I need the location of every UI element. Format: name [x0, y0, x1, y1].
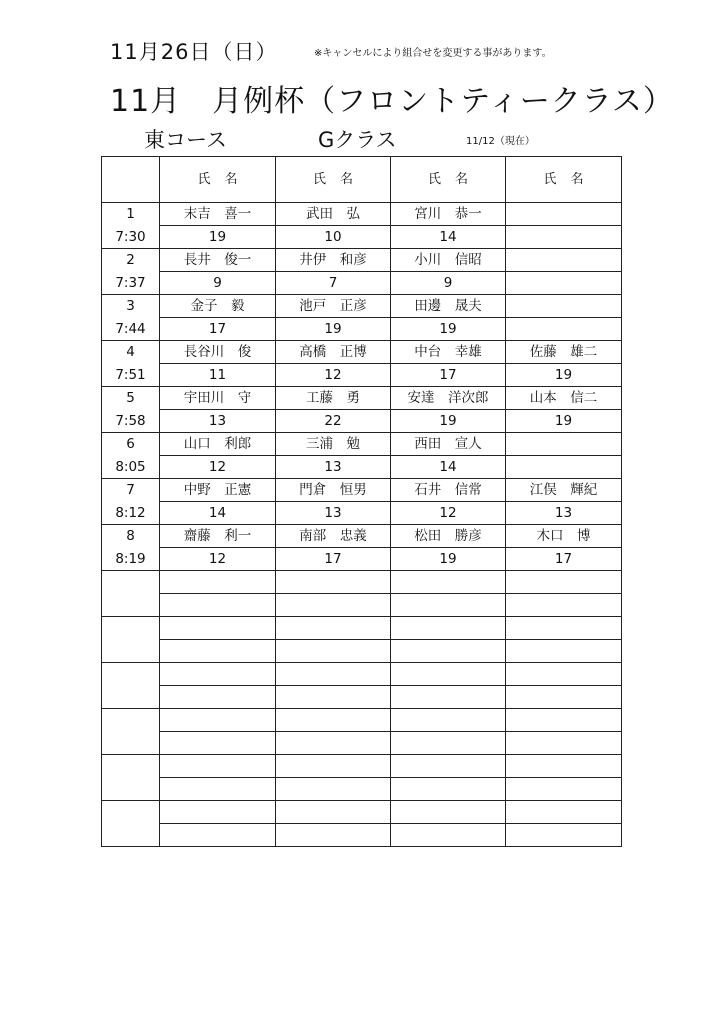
empty-cell — [391, 617, 506, 640]
player-handicap: 22 — [276, 410, 391, 433]
empty-cell — [276, 640, 391, 663]
player-name: 松田 勝彦 — [391, 525, 506, 548]
table-row — [102, 249, 622, 272]
empty-cell — [391, 755, 506, 778]
empty-cell — [160, 571, 276, 594]
player-handicap — [506, 456, 622, 479]
empty-cell — [391, 732, 506, 755]
empty-cell — [506, 755, 622, 778]
player-handicap: 17 — [276, 548, 391, 571]
player-name: 佐藤 雄二 — [506, 341, 622, 364]
empty-cell — [506, 640, 622, 663]
name-column-header: 氏名 — [276, 157, 391, 203]
empty-group-cell — [102, 778, 160, 801]
player-name: 門倉 恒男 — [276, 479, 391, 502]
group-number: 7 — [102, 479, 160, 502]
table-row — [102, 203, 622, 226]
empty-cell — [160, 663, 276, 686]
empty-cell — [506, 824, 622, 847]
table-row — [102, 732, 622, 755]
page-title: 11月 月例杯（フロントティークラス） — [110, 84, 674, 119]
table-row — [102, 686, 622, 709]
empty-cell — [160, 801, 276, 824]
player-name: 高橋 正博 — [276, 341, 391, 364]
player-name: 工藤 勇 — [276, 387, 391, 410]
player-handicap: 17 — [506, 548, 622, 571]
empty-cell — [506, 778, 622, 801]
player-handicap: 19 — [506, 364, 622, 387]
player-name: 宇田川 守 — [160, 387, 276, 410]
player-name: 山本 信二 — [506, 387, 622, 410]
empty-cell — [276, 732, 391, 755]
table-row — [102, 295, 622, 318]
empty-group-cell — [102, 686, 160, 709]
player-handicap: 17 — [160, 318, 276, 341]
table-row — [102, 364, 622, 387]
cancellation-notice: ※キャンセルにより組合せを変更する事があります。 — [314, 48, 552, 59]
player-handicap: 7 — [276, 272, 391, 295]
player-name: 山口 利郎 — [160, 433, 276, 456]
empty-cell — [391, 594, 506, 617]
group-column-header — [102, 157, 160, 203]
empty-group-cell — [102, 801, 160, 824]
empty-group-cell — [102, 571, 160, 594]
player-name: 長井 俊一 — [160, 249, 276, 272]
player-name: 南部 忠義 — [276, 525, 391, 548]
group-number: 3 — [102, 295, 160, 318]
player-name: 金子 毅 — [160, 295, 276, 318]
table-row — [102, 272, 622, 295]
empty-cell — [391, 640, 506, 663]
table-row — [102, 318, 622, 341]
table-row — [102, 594, 622, 617]
tee-time: 7:37 — [102, 272, 160, 295]
player-name: 江俣 輝紀 — [506, 479, 622, 502]
as-of-date: 11/12（現在） — [466, 136, 535, 147]
course-name: 東コース — [144, 128, 227, 152]
empty-cell — [506, 571, 622, 594]
player-handicap: 11 — [160, 364, 276, 387]
player-handicap: 13 — [276, 502, 391, 525]
empty-group-cell — [102, 709, 160, 732]
empty-cell — [160, 755, 276, 778]
empty-cell — [391, 709, 506, 732]
tee-time: 7:30 — [102, 226, 160, 249]
tee-time: 8:05 — [102, 456, 160, 479]
table-row — [102, 502, 622, 525]
table-header-row — [102, 157, 622, 203]
table-row — [102, 801, 622, 824]
player-name: 中台 幸雄 — [391, 341, 506, 364]
tee-time: 7:44 — [102, 318, 160, 341]
player-handicap: 14 — [391, 226, 506, 249]
empty-group-cell — [102, 594, 160, 617]
table-row — [102, 433, 622, 456]
player-handicap: 14 — [391, 456, 506, 479]
empty-cell — [276, 617, 391, 640]
empty-cell — [276, 801, 391, 824]
group-number: 8 — [102, 525, 160, 548]
player-name: 池戸 正彦 — [276, 295, 391, 318]
player-name: 宮川 恭一 — [391, 203, 506, 226]
group-number: 1 — [102, 203, 160, 226]
table-row — [102, 410, 622, 433]
empty-group-cell — [102, 732, 160, 755]
player-handicap — [506, 226, 622, 249]
player-name: 西田 宣人 — [391, 433, 506, 456]
player-name: 武田 弘 — [276, 203, 391, 226]
empty-cell — [276, 686, 391, 709]
table-row — [102, 640, 622, 663]
table-row — [102, 341, 622, 364]
empty-cell — [160, 617, 276, 640]
name-column-header: 氏名 — [506, 157, 622, 203]
empty-cell — [391, 686, 506, 709]
empty-cell — [391, 801, 506, 824]
player-handicap: 10 — [276, 226, 391, 249]
table-row — [102, 387, 622, 410]
player-name: 井伊 和彦 — [276, 249, 391, 272]
player-name: 齋藤 利一 — [160, 525, 276, 548]
table-row — [102, 709, 622, 732]
player-handicap: 12 — [160, 456, 276, 479]
empty-cell — [160, 778, 276, 801]
player-handicap: 13 — [276, 456, 391, 479]
empty-cell — [160, 709, 276, 732]
empty-cell — [391, 824, 506, 847]
group-number: 2 — [102, 249, 160, 272]
player-handicap — [506, 318, 622, 341]
empty-cell — [506, 801, 622, 824]
table-row — [102, 226, 622, 249]
player-handicap: 9 — [391, 272, 506, 295]
player-handicap: 19 — [391, 548, 506, 571]
group-number: 4 — [102, 341, 160, 364]
group-number: 5 — [102, 387, 160, 410]
empty-cell — [160, 686, 276, 709]
player-name — [506, 249, 622, 272]
empty-cell — [276, 709, 391, 732]
player-name — [506, 203, 622, 226]
player-name — [506, 295, 622, 318]
player-handicap — [506, 272, 622, 295]
empty-cell — [276, 663, 391, 686]
player-name — [506, 433, 622, 456]
empty-cell — [506, 594, 622, 617]
name-column-header: 氏名 — [391, 157, 506, 203]
table-row — [102, 617, 622, 640]
table-row — [102, 824, 622, 847]
tee-time: 7:51 — [102, 364, 160, 387]
player-handicap: 13 — [160, 410, 276, 433]
empty-cell — [506, 663, 622, 686]
player-name: 安達 洋次郎 — [391, 387, 506, 410]
player-name: 石井 信常 — [391, 479, 506, 502]
table-row — [102, 548, 622, 571]
empty-group-cell — [102, 617, 160, 640]
table-row — [102, 525, 622, 548]
player-handicap: 9 — [160, 272, 276, 295]
empty-cell — [506, 617, 622, 640]
player-name: 長谷川 俊 — [160, 341, 276, 364]
tee-time: 7:58 — [102, 410, 160, 433]
player-handicap: 12 — [391, 502, 506, 525]
empty-cell — [276, 571, 391, 594]
table-row — [102, 479, 622, 502]
empty-cell — [276, 824, 391, 847]
tee-time: 8:19 — [102, 548, 160, 571]
player-handicap: 19 — [391, 410, 506, 433]
player-handicap: 19 — [276, 318, 391, 341]
player-name: 田邊 晟夫 — [391, 295, 506, 318]
player-handicap: 12 — [276, 364, 391, 387]
empty-group-cell — [102, 663, 160, 686]
empty-cell — [160, 640, 276, 663]
player-name: 小川 信昭 — [391, 249, 506, 272]
empty-cell — [391, 778, 506, 801]
group-number: 6 — [102, 433, 160, 456]
empty-cell — [276, 778, 391, 801]
player-handicap: 19 — [160, 226, 276, 249]
player-handicap: 19 — [506, 410, 622, 433]
empty-cell — [276, 755, 391, 778]
tee-time: 8:12 — [102, 502, 160, 525]
empty-cell — [160, 594, 276, 617]
player-handicap: 14 — [160, 502, 276, 525]
empty-cell — [276, 594, 391, 617]
empty-cell — [506, 732, 622, 755]
player-handicap: 12 — [160, 548, 276, 571]
class-label: Gクラス — [318, 128, 397, 152]
table-row — [102, 755, 622, 778]
pairing-table — [101, 156, 622, 847]
empty-group-cell — [102, 824, 160, 847]
empty-cell — [160, 732, 276, 755]
player-handicap: 17 — [391, 364, 506, 387]
empty-group-cell — [102, 755, 160, 778]
player-handicap: 19 — [391, 318, 506, 341]
name-column-header: 氏名 — [160, 157, 276, 203]
table-row — [102, 571, 622, 594]
empty-cell — [391, 571, 506, 594]
empty-cell — [391, 663, 506, 686]
table-row — [102, 663, 622, 686]
player-name: 末吉 喜一 — [160, 203, 276, 226]
table-row — [102, 778, 622, 801]
event-date: 11月26日（日） — [110, 40, 278, 64]
empty-cell — [506, 709, 622, 732]
player-name: 中野 正憲 — [160, 479, 276, 502]
player-name: 木口 博 — [506, 525, 622, 548]
player-name: 三浦 勉 — [276, 433, 391, 456]
player-handicap: 13 — [506, 502, 622, 525]
table-row — [102, 456, 622, 479]
empty-group-cell — [102, 640, 160, 663]
empty-cell — [506, 686, 622, 709]
empty-cell — [160, 824, 276, 847]
